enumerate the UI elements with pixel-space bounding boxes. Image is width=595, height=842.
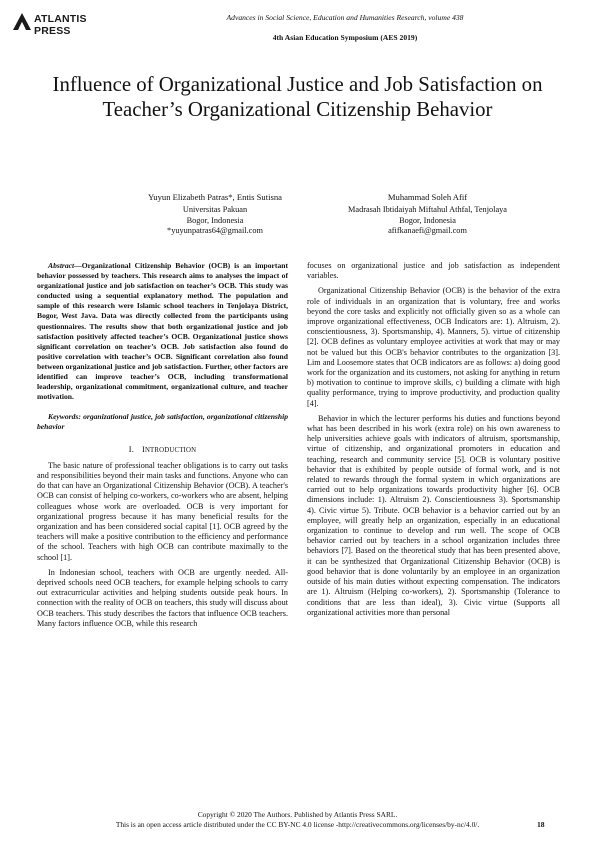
atlantis-press-logo-icon [12,12,32,32]
author-affiliation: Universitas Pakuan [182,205,248,215]
abstract-dash: — [74,261,82,270]
journal-name: Advances in Social Science, Education and Humanities Research, volume 438 [226,13,464,22]
copyright-line: Copyright © 2020 The Authors. Published by Atlantis Press SARL. [197,810,398,819]
abstract [37,261,288,402]
section-number: I. [128,444,134,454]
author-name: Yuyun Elizabeth Patras*, Entis Sutisna [148,192,282,202]
logo-line-2: PRESS [34,25,71,37]
paragraph: Behavior in which the lecturer performs his duties and functions beyond what has been described in his work (extra role) on his own awareness to help universities achieve goals with indicators of altruism, sportsmanship, virtue of citizenship, and organizational promoters in education and teaching, research and community service [5]. OCB is voluntary positive behavior that is exhibited by people outside of formal work, and is not related to rewards through the formal system in which organizations are carried out to help organizations towards productivity higher [6]. OCB dimensions include: 1). Altruism 2). Conscientiousness 3). Sportsmanship 4). Civic virtue 5). Tribute. OCB behavior is a behavior carried out by an employee, will greatly help an organization, especially in an educational organization to continue to develop and run well. The scope of OCB behavior carried out by teachers in a school organization includes three behaviors [7]. Based on the theoretical study that has been presented above, it can be synthesized that Organizational Citizenship Behavior (OCB) is good behavior that is done voluntarily by an employee in an organization outside of his main duties without expecting compensation. The indicators are 1). Altruism (Helping co-workers), 2). Sportsmanship (Tolerance to conditions that are less than ideal), 3). Civic virtue (Supports all organizational activities more than personal [307,413,560,617]
abstract-label: Abstract [48,261,75,270]
section-title-rest: NTRODUCTION [144,446,197,454]
logo-text [34,13,87,37]
author-block-1 [110,192,320,236]
footer [40,810,555,829]
keywords-label: Keywords: [48,412,81,422]
author-email: *yuyunpatras64@gmail.com [167,225,263,235]
section-title-first: I [141,444,145,454]
publisher-logo [12,10,122,42]
paragraph: Organizational Citizenship Behavior (OCB) is the behavior of the extra role of individuals in an organization that is voluntary, free and works beyond the core tasks and explicitly not officially given so as a whole can improve organizational effectiveness, OCB Indicators are: 1). Altruism, 2). conscientiousness, 3). Sportsmanship, 4). Manners, 5). virtue of citizenship [2]. OCB defines as voluntary employee activities at work that may or may not be valued but this OCB's behavior contributes to the organization [3]. Lim and Loosemore states that OCB indicators are as follows: a) doing good work for the organization and its customers, not asking for anything in return b) motivation to continue to improve skills, c) building a climate with high quality performance, trying to improve productivity, and production quality [4]. [307,286,560,408]
abstract-text: Organizational Citizenship Behavior (OCB) is an important behavior possessed by teachers. This research aims to analyses the impact of organizational justice and job satisfaction on teacher’s OCB. This study was conducted using a sequential explanatory method. The population and sample of this research were Islamic school teachers in Tenjolaya District, Bogor, West Java. Data was directly collected from the participants using questionnaires. The results show that both organizational justice and job satisfaction positively affected teacher’s OCB. Organizational justice shows significant correlation on teacher’s OCB. Job satisfaction also found do positive correlation with teacher’s OCB. Significant correlation also found between organizational justice and job satisfaction. Further, other factors are identified can improve teacher’s OCB, including transformational leadership, organizational commitment, organizational culture, and teacher motivation. [37,261,288,402]
paper-title: Influence of Organizational Justice and Job Satisfaction on Teacher’s Organizational Citizenship Behavior [52,73,543,121]
author-location: Bogor, Indonesia [186,215,244,225]
author-location: Bogor, Indonesia [399,215,456,225]
paragraph: In Indonesian school, teachers with OCB are urgently needed. All-deprived schools need OCB teachers, for example helping schools to carry out extracurricular activities and helping students outside peak hours. In connection with the reality of OCB on teachers, this study will discuss about OCB teachers. This study describes the factors that influence OCB teachers. Many factors influence OCB, while this research [37,567,288,628]
keywords [37,412,288,432]
keywords-text: organizational justice, job satisfaction, organizational citizenship behavior [37,412,288,432]
section-heading [37,445,288,456]
paragraph: focuses on organizational justice and job satisfaction as independent variables. [307,261,560,281]
page-number: 18 [537,820,545,829]
left-column [37,261,288,634]
author-affiliation: Madrasah Ibtidaiyah Miftahul Athfal, Tenjolaya [348,205,507,215]
author-block-2 [300,192,555,236]
right-column [307,261,560,623]
logo-line-1: ATLANTIS [34,13,87,25]
conference-name: 4th Asian Education Symposium (AES 2019) [272,33,418,42]
author-name: Muhammad Soleh Afif [387,192,468,202]
paragraph: The basic nature of professional teacher obligations is to carry out tasks and responsibilities beyond their main tasks and functions. Anyone who can do that can have an Organizational Citizenship Behavior (OCB). A teacher's OCB can consist of helping co-workers, co-workers who are absent, helping colleagues whose work are overloaded. OCB is very important for organizational progress because it has many beneficial results for the organization and has been considered social capital [1]. OCB agreed by the teachers will make a positive contribution to the efficiency and performance of the school. Teachers with high OCB can contribute maximally to the school [1]. [37,460,288,562]
author-email: afifkanaefi@gmail.com [388,225,467,235]
license-line: This is an open access article distributed under the CC BY-NC 4.0 license -http://creativecommons.org/licenses/by-nc/4.0/. [115,819,480,829]
